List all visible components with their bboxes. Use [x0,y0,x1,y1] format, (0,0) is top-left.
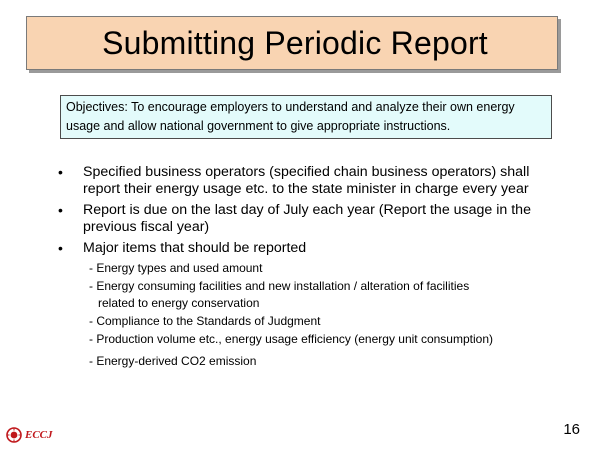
sub-item-energy-types: - Energy types and used amount [89,261,263,275]
sub-item-production-volume: - Production volume etc., energy usage efficiency (energy unit consumption) [89,332,493,346]
bullet-text: Report is due on the last day of July each year (Report the usage in the previous fiscal year) [83,202,531,235]
bullet-item-major-items [58,240,558,370]
sub-item-facilities-line-2: related to energy conservation [98,296,260,310]
objectives-line-2: usage and allow national government to give appropriate instructions. [66,119,451,133]
eccj-logo-icon [6,427,22,443]
bullet-icon: • [58,202,63,218]
sub-item-list [83,260,558,370]
bullet-item-report-obligation [58,164,558,198]
eccj-logo [6,427,53,443]
bullet-text: Major items that should be reported [83,240,307,256]
eccj-logo-text: ECCJ [25,429,53,441]
page-number: 16 [563,421,580,438]
title-box [26,16,558,70]
sub-item-facilities [89,278,558,312]
bullet-text: Specified business operators (specified chain business operators) shall report their energy usage etc. to the state minister in charge every year [83,164,530,197]
slide-title: Submitting Periodic Report [102,25,488,61]
objectives-line-1: Objectives: To encourage employers to understand and analyze their own energy [66,100,515,114]
sub-item-compliance: - Compliance to the Standards of Judgment [89,314,321,328]
bullet-list [58,164,558,374]
sub-item-facilities-line-1: - Energy consuming facilities and new installation / alteration of facilities [89,279,470,293]
bullet-item-due-date [58,202,558,236]
objectives-box [60,95,552,139]
bullet-icon: • [58,164,63,180]
sub-item-co2-emission: - Energy-derived CO2 emission [89,354,257,368]
bullet-icon: • [58,240,63,256]
